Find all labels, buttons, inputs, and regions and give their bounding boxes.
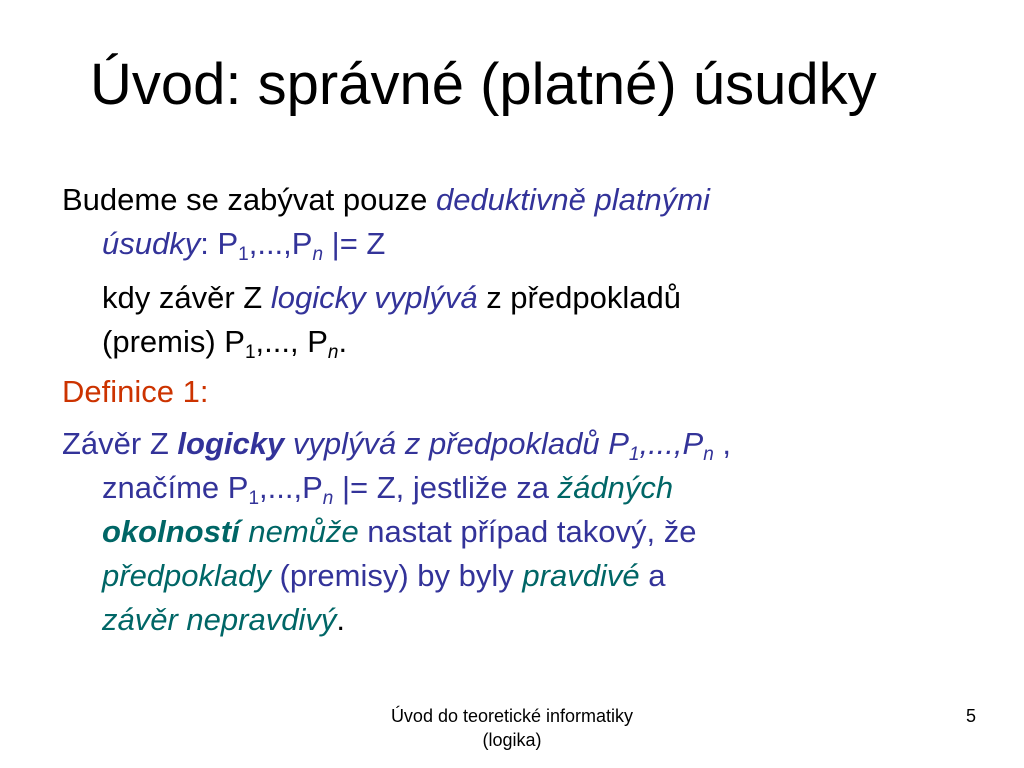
slide-title: Úvod: správné (platné) úsudky	[90, 52, 877, 117]
subscript: n	[703, 444, 714, 465]
text-run: vyplývá z předpokladů P	[284, 426, 629, 461]
slide-footer	[312, 704, 712, 752]
emphasis-text: logicky vyplývá	[270, 280, 478, 315]
text-run: .	[336, 602, 345, 637]
emphasis-text: deduktivně platnými	[435, 182, 710, 217]
definition-line	[62, 424, 731, 463]
emphasis-text: předpoklady	[102, 558, 271, 593]
text-run: (premis) P	[102, 324, 245, 359]
text-run: ,..., P	[255, 324, 328, 359]
paragraph-line	[62, 180, 710, 219]
text-run: značíme P	[102, 470, 249, 505]
text-run: : P	[200, 226, 239, 261]
text-run: a	[639, 558, 666, 593]
text-run: ,	[713, 426, 732, 461]
definition-line	[102, 468, 673, 507]
text-run: |= Z, jestliže za	[333, 470, 558, 505]
subscript: 1	[244, 342, 256, 363]
text-run: Závěr Z	[62, 426, 178, 461]
text-run: Budeme se zabývat pouze	[62, 182, 436, 217]
paragraph-line	[102, 278, 681, 317]
subscript: 1	[238, 244, 249, 265]
page-number: 5	[965, 706, 976, 726]
emphasis-text: žádných	[557, 470, 674, 505]
text-run: .	[338, 324, 348, 359]
subscript: n	[312, 244, 324, 265]
emphasis-text: závěr nepravdivý	[102, 602, 337, 637]
text-run: kdy závěr Z	[102, 280, 271, 315]
text-run: (premisy) by byly	[270, 558, 523, 593]
emphasis-text: pravdivé	[522, 558, 640, 593]
emphasis-text: úsudky	[102, 226, 201, 261]
text-run: nastat případ takový, že	[358, 514, 697, 549]
subscript: 1	[248, 488, 260, 509]
emphasis-text: okolností	[102, 514, 240, 549]
text-run: z předpokladů	[477, 280, 681, 315]
subscript: n	[327, 342, 339, 363]
text-run: ,...,P	[259, 470, 323, 505]
subscript: n	[322, 488, 334, 509]
paragraph-line	[102, 224, 385, 263]
definition-line	[102, 556, 665, 595]
definition-line	[102, 600, 345, 639]
text-run: ,...,P	[639, 426, 704, 461]
subscript: 1	[628, 444, 640, 465]
definition-heading-text: Definice 1:	[62, 374, 209, 409]
text-run: ,...,P	[248, 226, 313, 261]
paragraph-line	[102, 322, 347, 361]
emphasis-text: logicky	[177, 426, 285, 461]
emphasis-text: nemůže	[239, 514, 359, 549]
definition-line	[102, 512, 696, 551]
text-run: |= Z	[323, 226, 386, 261]
footer-line: (logika)	[482, 730, 542, 750]
footer-line: Úvod do teoretické informatiky	[390, 706, 634, 726]
